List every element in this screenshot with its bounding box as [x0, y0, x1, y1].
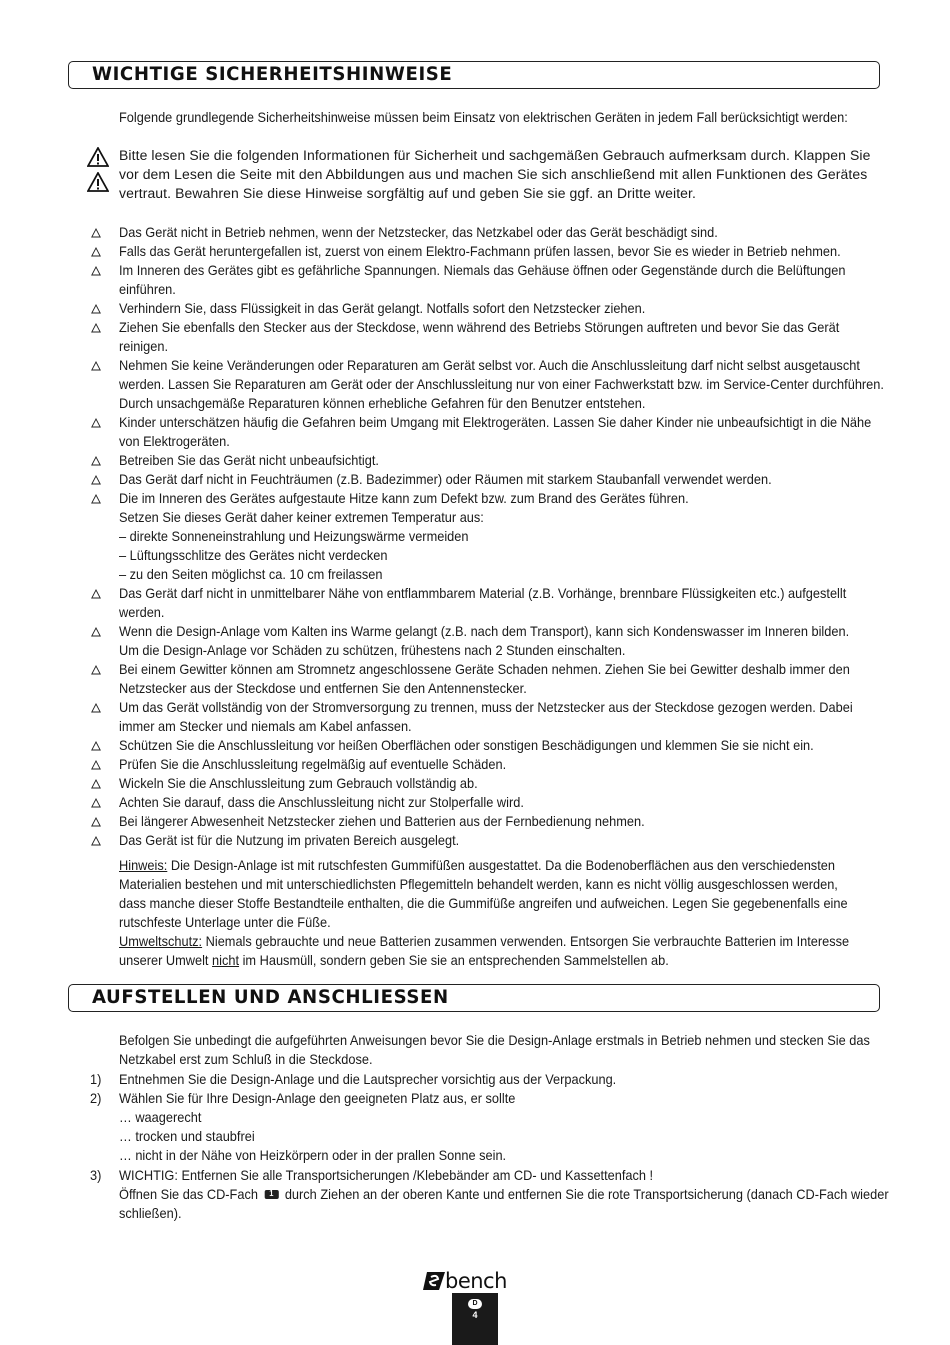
umwelt-label: Umweltschutz:	[119, 934, 203, 949]
safety-line: Das Gerät darf nicht in unmittelbarer Nähe von entflammbarem Material (z.B. Vorhänge, brennbare Flüssigkeiten etc.) aufgestellt	[119, 586, 847, 601]
step-text: Wählen Sie für Ihre Design-Anlage den geeigneten Platz aus, er sollte	[119, 1091, 516, 1106]
safety-line: Durch unsachgemäße Reparaturen können erhebliche Gefahren für den Benutzer entstehen.	[119, 396, 646, 411]
triangle-bullet-icon	[91, 627, 101, 637]
safety-line: Nehmen Sie keine Veränderungen oder Reparaturen am Gerät selbst vor. Auch die Anschlussleitung darf nicht selbst ausgetauscht	[119, 358, 860, 373]
safety-line: Betreiben Sie das Gerät nicht unbeaufsichtigt.	[119, 453, 379, 468]
warning-line: vertraut. Bewahren Sie diese Hinweise sorgfältig auf und geben Sie sie ggf. an Dritte weiter.	[119, 186, 697, 202]
safety-line: Das Gerät nicht in Betrieb nehmen, wenn der Netzstecker, das Netzkabel oder das Gerät beschädigt sind.	[119, 225, 718, 240]
safety-line: Schützen Sie die Anschlussleitung vor heißen Oberflächen oder sonstigen Beschädigungen und klemmen Sie sie nicht ein.	[119, 738, 814, 753]
section-title: WICHTIGE SICHERHEITSHINWEISE	[92, 64, 453, 85]
warning-icon	[87, 147, 109, 167]
safety-line: werden.	[119, 605, 165, 620]
bench-logo	[421, 1268, 529, 1294]
safety-line: Setzen Sie dieses Gerät daher keiner extremen Temperatur aus:	[119, 510, 484, 525]
safety-line: reinigen.	[119, 339, 169, 354]
triangle-bullet-icon	[91, 589, 101, 599]
triangle-bullet-icon	[91, 760, 101, 770]
step-sub-item: … waagerecht	[119, 1110, 202, 1125]
umwelt-text: Niemals gebrauchte und neue Batterien zusammen verwenden. Entsorgen Sie verbrauchte Batterien im Interesse	[202, 934, 850, 949]
step-number: 3)	[90, 1168, 102, 1183]
section-header-setup	[68, 984, 880, 1012]
safety-line: von Elektrogeräten.	[119, 434, 230, 449]
triangle-bullet-icon	[91, 304, 101, 314]
step-text-part: durch Ziehen an der oberen Kante und entfernen Sie die rote Transportsicherung (danach CD-Fach wieder	[281, 1187, 889, 1202]
step-text-part: Öffnen Sie das CD-Fach	[119, 1187, 262, 1202]
step-sub-item: … trocken und staubfrei	[119, 1129, 255, 1144]
hinweis-label: Hinweis:	[119, 858, 168, 873]
safety-line: immer am Stecker und niemals am Kabel anfassen.	[119, 719, 412, 734]
safety-line: Kinder unterschätzen häufig die Gefahren beim Umgang mit Elektrogeräten. Lassen Sie daher Kinder nie unbeaufsichtigt in die Nähe	[119, 415, 872, 430]
triangle-bullet-icon	[91, 456, 101, 466]
setup-intro-line: Netzkabel erst zum Schluß in die Steckdose.	[119, 1052, 373, 1067]
step-text: schließen).	[119, 1206, 182, 1221]
hinweis-line: rutschfeste Unterlage unter die Füße.	[119, 915, 331, 930]
hinweis-line	[119, 856, 835, 875]
triangle-bullet-icon	[91, 228, 101, 238]
safety-line: Um das Gerät vollständig von der Stromversorgung zu trennen, muss der Netzstecker aus der Steckdose gezogen werden. Dabei	[119, 700, 853, 715]
safety-line: Bei längerer Abwesenheit Netzstecker ziehen und Batterien aus der Fernbedienung nehmen.	[119, 814, 645, 829]
safety-line: Falls das Gerät heruntergefallen ist, zuerst von einem Elektro-Fachmann prüfen lassen, bevor Sie es wieder in Betrieb nehmen.	[119, 244, 841, 259]
triangle-bullet-icon	[91, 817, 101, 827]
safety-line: – Lüftungsschlitze des Gerätes nicht verdecken	[119, 548, 388, 563]
safety-line: Wickeln Sie die Anschlussleitung zum Gebrauch vollständig ab.	[119, 776, 478, 791]
triangle-bullet-icon	[91, 798, 101, 808]
language-badge: D	[468, 1299, 482, 1309]
triangle-bullet-icon	[91, 361, 101, 371]
triangle-bullet-icon	[91, 665, 101, 675]
safety-line: Das Gerät ist für die Nutzung im privaten Bereich ausgelegt.	[119, 833, 460, 848]
cd-tray-badge-number: 1	[269, 1188, 274, 1198]
safety-line: Im Inneren des Gerätes gibt es gefährliche Spannungen. Niemals das Gehäuse öffnen oder Gegenstände durch die Belüftungen	[119, 263, 846, 278]
section-title: AUFSTELLEN UND ANSCHLIESSEN	[92, 987, 449, 1008]
triangle-bullet-icon	[91, 418, 101, 428]
safety-line: Prüfen Sie die Anschlussleitung regelmäßig auf eventuelle Schäden.	[119, 757, 507, 772]
safety-line: Um die Design-Anlage vor Schäden zu schützen, frühestens nach 2 Stunden einschalten.	[119, 643, 626, 658]
step-text	[119, 1185, 889, 1204]
page-tab	[452, 1293, 498, 1345]
step-text: WICHTIG: Entfernen Sie alle Transportsicherungen /Klebebänder am CD- und Kassettenfach !	[119, 1168, 654, 1183]
hinweis-text: Die Design-Anlage ist mit rutschfesten Gummifüßen ausgestattet. Da die Bodenoberflächen aus den verschiedensten	[167, 858, 835, 873]
step-number: 1)	[90, 1072, 102, 1087]
triangle-bullet-icon	[91, 323, 101, 333]
section-header-safety	[68, 61, 880, 89]
page-number: 4	[472, 1310, 478, 1320]
safety-line: Das Gerät darf nicht in Feuchträumen (z.B. Badezimmer) oder Räumen mit starkem Staubanfall verwendet werden.	[119, 472, 772, 487]
triangle-bullet-icon	[91, 741, 101, 751]
cd-tray-badge	[264, 1190, 278, 1199]
umwelt-text: im Hausmüll, sondern geben Sie sie an entsprechenden Sammelstellen ab.	[239, 953, 669, 968]
umwelt-line	[119, 932, 849, 951]
safety-line: Die im Inneren des Gerätes aufgestaute Hitze kann zum Defekt bzw. zum Brand des Gerätes führen.	[119, 491, 689, 506]
safety-line: einführen.	[119, 282, 176, 297]
safety-line: Achten Sie darauf, dass die Anschlussleitung nicht zur Stolperfalle wird.	[119, 795, 524, 810]
umwelt-line	[119, 951, 669, 970]
umwelt-text: unserer Umwelt	[119, 953, 213, 968]
triangle-bullet-icon	[91, 494, 101, 504]
e-bench-logo-icon	[421, 1268, 529, 1294]
triangle-bullet-icon	[91, 703, 101, 713]
safety-line: Bei einem Gewitter können am Stromnetz angeschlossene Geräte Schaden nehmen. Ziehen Sie bei Gewitter deshalb immer den	[119, 662, 850, 677]
triangle-bullet-icon	[91, 266, 101, 276]
triangle-bullet-icon	[91, 475, 101, 485]
warning-line: Bitte lesen Sie die folgenden Informationen für Sicherheit und sachgemäßen Gebrauch aufmerksam durch. Klappen Sie	[119, 148, 871, 164]
hinweis-line: Materialien bestehen und mit unterschiedlichsten Pflegemitteln behandelt werden, kann es nicht völlig ausgeschlossen werden,	[119, 877, 838, 892]
setup-intro-line: Befolgen Sie unbedingt die aufgeführten Anweisungen bevor Sie die Design-Anlage erstmals in Betrieb nehmen und stecken Sie das	[119, 1033, 870, 1048]
triangle-bullet-icon	[91, 247, 101, 257]
safety-line: – direkte Sonneneinstrahlung und Heizungswärme vermeiden	[119, 529, 469, 544]
brand-text: bench	[445, 1269, 507, 1293]
umwelt-nicht: nicht	[212, 953, 240, 968]
step-number: 2)	[90, 1091, 102, 1106]
safety-line: werden. Lassen Sie Reparaturen am Gerät oder der Anschlussleitung nur von einer Fachwerkstatt bzw. im Service-Center durchführen.	[119, 377, 884, 392]
safety-line: Ziehen Sie ebenfalls den Stecker aus der Steckdose, wenn während des Betriebs Störungen auftreten und bevor Sie das Gerät	[119, 320, 840, 335]
hinweis-line: dass manche dieser Stoffe Bestandteile enthalten, die die Gummifüße angreifen und aufweichen. Legen Sie gegebenenfalls eine	[119, 896, 848, 911]
safety-line: Wenn die Design-Anlage vom Kalten ins Warme gelangt (z.B. nach dem Transport), kann sich Kondenswasser im Inneren bilden.	[119, 624, 850, 639]
step-text: Entnehmen Sie die Design-Anlage und die Lautsprecher vorsichtig aus der Verpackung.	[119, 1072, 617, 1087]
intro-text: Folgende grundlegende Sicherheitshinweise müssen beim Einsatz von elektrischen Geräten in jedem Fall berücksichtigt werden:	[119, 110, 848, 125]
triangle-bullet-icon	[91, 779, 101, 789]
triangle-bullet-icon	[91, 836, 101, 846]
safety-line: Verhindern Sie, dass Flüssigkeit in das Gerät gelangt. Notfalls sofort den Netzstecker ziehen.	[119, 301, 646, 316]
warning-line: vor dem Lesen die Seite mit den Abbildungen aus und machen Sie sich anschließend mit allen Funktionen des Gerätes	[119, 167, 868, 183]
warning-icon	[87, 172, 109, 192]
safety-line: Netzstecker aus der Steckdose und entfernen Sie den Antennenstecker.	[119, 681, 527, 696]
step-sub-item: … nicht in der Nähe von Heizkörpern oder in der prallen Sonne sein.	[119, 1148, 507, 1163]
safety-line: – zu den Seiten möglichst ca. 10 cm freilassen	[119, 567, 383, 582]
